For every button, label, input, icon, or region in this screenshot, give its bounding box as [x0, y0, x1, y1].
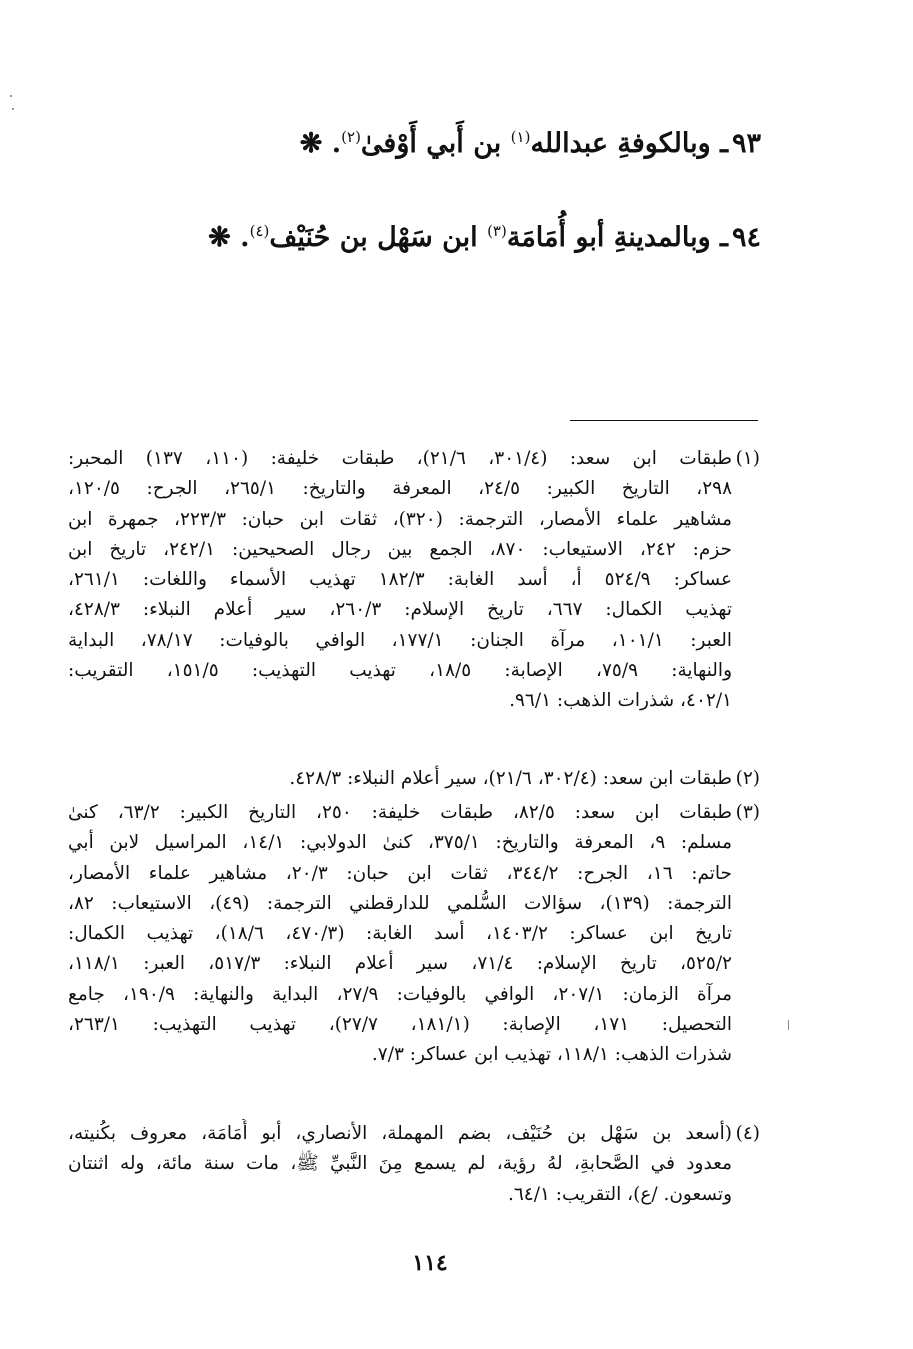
- margin-mark: [788, 1020, 789, 1030]
- entry-93: [300, 128, 761, 159]
- page-number: ١١٤: [412, 1250, 448, 1276]
- footnote-line: طبقات ابن سعد: (٣٠١/٤، ٢١/٦)، طبقات خليفة: (١١٠، ١٣٧) المحبر:: [68, 448, 732, 469]
- footnote-line: ٢٩٨، التاريخ الكبير: ٢٤/٥، المعرفة والتاريخ: ٢٦٥/١، الجرح: ١٢٠/٥،: [68, 478, 732, 500]
- footnote-line: حزم: ٢٤٢، الاستيعاب: ٨٧٠، الجمع بين رجال الصحيحين: ٢٤٢/١، تاريخ ابن: [68, 538, 732, 560]
- footnote-mark: (٢): [735, 768, 760, 789]
- footnote-line: مرآة الزمان: ٢٠٧/١، الوافي بالوفيات: ٢٧/٩، البداية والنهاية: ١٩٠/٩، جامع: [68, 983, 732, 1005]
- footnote-line: ٤٠٢/١، شذرات الذهب: ٩٦/١.: [509, 690, 732, 712]
- entry-text: ـ وبالكوفةِ عبدالله: [530, 128, 728, 159]
- footnote-line: عساكر: ٥٢٤/٩ أ، أسد الغابة: ١٨٢/٣ تهذيب الأسماء واللغات: ٢٦١/١،: [68, 569, 732, 591]
- footnote-body: [68, 1119, 732, 1210]
- entry-end-mark: . ❋: [299, 128, 342, 159]
- footnote-mark: (٤): [735, 1123, 760, 1144]
- footnote-line: وتسعون. /ع)، التقريب: ٦٤/١.: [507, 1183, 732, 1205]
- footnote-ref[interactable]: (٢): [341, 128, 361, 146]
- entry-number: ٩٣: [731, 128, 761, 159]
- footnote-line: (أسعد بن سَهْل بن حُنَيْف، بضم المهملة، الأنصاري، أبو أُمَامَة، معروف بكُنيته،: [68, 1123, 732, 1144]
- scan-speck: [12, 108, 14, 110]
- scan-speck: [10, 95, 12, 97]
- footnote-4: [68, 1119, 760, 1210]
- footnote-line: ٥٢٥/٢، تاريخ الإسلام: ٧١/٤، سير أعلام النبلاء: ٥١٧/٣، العبر: ١١٨/١،: [68, 953, 732, 975]
- entry-text: ـ وبالمدينةِ أبو أُمَامَة: [506, 222, 728, 253]
- entry-number: ٩٤: [731, 222, 761, 253]
- footnote-line: طبقات ابن سعد: (٣٠٢/٤، ٢١/٦)، سير أعلام النبلاء: ٤٢٨/٣.: [289, 768, 732, 789]
- footnote-line: حاتم: ١٦، الجرح: ٣٤٤/٢، ثقات ابن حبان: ٢٠/٣، مشاهير علماء الأمصار،: [68, 862, 732, 884]
- entry-text: بن أَبي أَوْفىٰ: [360, 128, 511, 159]
- footnote-line: شذرات الذهب: ١١٨/١، تهذيب ابن عساكر: ٧/٣.: [371, 1044, 732, 1066]
- footnote-ref[interactable]: (٤): [249, 222, 270, 240]
- footnote-body: [68, 444, 732, 717]
- footnote-line: والنهاية: ٧٥/٩، الإصابة: ١٨/٥، تهذيب التهذيب: ١٥١/٥، التقريب:: [68, 660, 732, 682]
- footnote-line: طبقات ابن سعد: ٨٢/٥، طبقات خليفة: ٢٥٠، التاريخ الكبير: ٦٣/٢، كنىٰ: [68, 802, 732, 823]
- footnote-line: العبر: ١٠١/١، مرآة الجنان: ١٧٧/١، الوافي بالوفيات: ٧٨/١٧، البداية: [68, 629, 732, 651]
- footnote-ref[interactable]: (١): [510, 128, 531, 146]
- footnote-line: تهذيب الكمال: ٦٦٧، تاريخ الإسلام: ٢٦٠/٣، سير أعلام النبلاء: ٤٢٨/٣،: [68, 599, 732, 621]
- entry-end-mark: . ❋: [208, 222, 250, 253]
- footnote-3: [68, 798, 760, 1071]
- footnote-body: [68, 798, 732, 1071]
- footnote-2: [68, 764, 760, 794]
- footnote-separator: [570, 420, 758, 421]
- footnote-ref[interactable]: (٣): [487, 222, 507, 240]
- footnote-1: [68, 444, 760, 717]
- entry-text: ابن سَهْل بن حُنَيْف: [269, 222, 488, 253]
- footnote-body: [68, 764, 732, 794]
- footnote-mark: (١): [735, 448, 760, 469]
- footnote-line: مسلم: ٩، المعرفة والتاريخ: ٣٧٥/١، كنىٰ الدولابي: ١٤/١، المراسيل لابن أبي: [68, 832, 732, 854]
- footnote-line: مشاهير علماء الأمصار، الترجمة: (٣٢٠)، ثقات ابن حبان: ٢٢٣/٣، جمهرة ابن: [68, 508, 732, 530]
- footnote-mark: (٣): [735, 802, 760, 823]
- footnote-line: معدود في الصَّحابةِ، لهُ رؤية، لم يسمع مِنَ النَّبيِّ ﷺ، مات سنة مائة، وله اثنتان: [68, 1153, 732, 1175]
- entry-94: [208, 222, 761, 253]
- footnote-line: الترجمة: (١٣٩)، سؤالات السُّلمي للدارقطني الترجمة: (٤٩)، الاستيعاب: ٨٢،: [68, 892, 732, 914]
- footnote-line: التحصيل: ١٧١، الإصابة: (١٨١/١، ٢٧/٧)، تهذيب التهذيب: ٢٦٣/١،: [68, 1014, 732, 1036]
- footnote-line: تاريخ ابن عساكر: ١٤٠٣/٢، أسد الغابة: (٤٧٠/٣، ١٨/٦)، تهذيب الكمال:: [68, 923, 732, 945]
